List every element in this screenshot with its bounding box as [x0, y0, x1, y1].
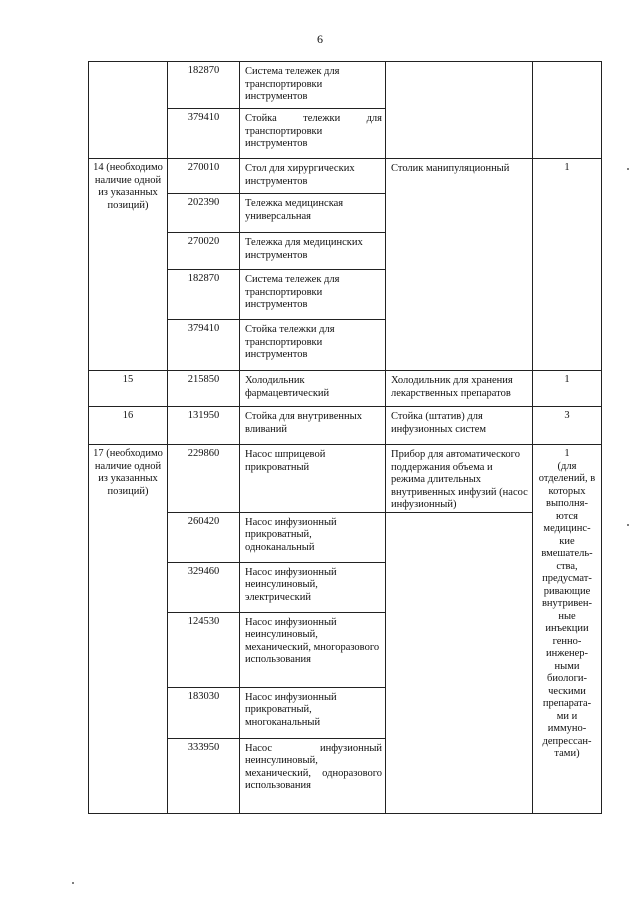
item-name-cell: Система тележек для транспортировки инструментов	[240, 270, 386, 320]
code-cell: 202390	[168, 194, 240, 233]
position-number-cell: 16	[89, 407, 168, 445]
position-number-cell: 14 (необходимо наличие одной из указанных позиций)	[89, 159, 168, 371]
code-cell: 379410	[168, 320, 240, 371]
code-cell: 333950	[168, 738, 240, 813]
item-name-cell: Холодильник фармацевтический	[240, 371, 386, 407]
table-row	[89, 159, 602, 194]
item-name-cell: Стойка для внутривенных вливаний	[240, 407, 386, 445]
item-name-cell: Система тележек для транспортировки инструментов	[240, 62, 386, 109]
scan-speck	[627, 524, 629, 526]
code-cell: 215850	[168, 371, 240, 407]
item-name-cell: Насос инфузионный неинсулиновый, механический, многоразового использования	[240, 612, 386, 687]
quantity-cell: 1	[533, 371, 602, 407]
code-cell: 131950	[168, 407, 240, 445]
item-name-cell: Насос инфузионный неинсулиновый, электрический	[240, 562, 386, 612]
scan-speck	[627, 168, 629, 170]
code-cell: 270010	[168, 159, 240, 194]
scan-speck	[72, 882, 74, 884]
code-cell: 229860	[168, 445, 240, 513]
item-name-cell: Насос инфузионный прикроватный, многоканальный	[240, 687, 386, 738]
equipment-table	[88, 61, 602, 814]
table-row	[89, 407, 602, 445]
device-cell: Стойка (штатив) для инфузионных систем	[386, 407, 533, 445]
quantity-note: (для отделений, в которых выполня- ются медицинс- кие вмешатель- ства, предусмат- ривающие внутривен- ные инъекции генно- инженер- ными биологи- ческими препарата- ми и иммуно- депрессан- тами)	[538, 460, 596, 759]
item-name-cell: Стойка тележки для транспортировки инструментов	[240, 109, 386, 159]
device-cell-empty	[386, 512, 533, 813]
quantity-cell: 1 (для отделений, в которых выполня- ются медицинс- кие вмешатель- ства, предусмат- ривающие внутривен- ные инъекции генно- инженер- ными биологи- ческими препарата- ми и иммуно- депрессан- тами)	[533, 445, 602, 814]
table-row	[89, 371, 602, 407]
position-number-cell: 17 (необходимо наличие одной из указанных позиций)	[89, 445, 168, 814]
code-cell: 270020	[168, 233, 240, 270]
device-cell: Прибор для автоматического поддержания объема и режима длительных внутривенных инфузий (насос инфузионный)	[386, 445, 533, 513]
item-name-cell: Насос инфузионный неинсулиновый, механический, одноразового использования	[240, 738, 386, 813]
table-row	[89, 445, 602, 513]
item-name-cell: Насос шприцевой прикроватный	[240, 445, 386, 513]
code-cell: 124530	[168, 612, 240, 687]
item-name-cell: Стойка тележки для транспортировки инструментов	[240, 320, 386, 371]
code-cell: 182870	[168, 62, 240, 109]
device-cell: Холодильник для хранения лекарственных препаратов	[386, 371, 533, 407]
item-name-cell: Тележка для медицинских инструментов	[240, 233, 386, 270]
device-cell	[386, 62, 533, 159]
code-cell: 182870	[168, 270, 240, 320]
code-cell: 379410	[168, 109, 240, 159]
item-name-cell: Насос инфузионный прикроватный, одноканальный	[240, 512, 386, 562]
item-name-cell: Тележка медицинская универсальная	[240, 194, 386, 233]
position-number-cell: 15	[89, 371, 168, 407]
item-name-cell: Стол для хирургических инструментов	[240, 159, 386, 194]
code-cell: 260420	[168, 512, 240, 562]
table-row	[89, 62, 602, 109]
quantity-cell: 1	[533, 159, 602, 371]
position-number-cell	[89, 62, 168, 159]
quantity-cell	[533, 62, 602, 159]
page-number: 6	[317, 32, 323, 46]
code-cell: 183030	[168, 687, 240, 738]
quantity-cell: 3	[533, 407, 602, 445]
code-cell: 329460	[168, 562, 240, 612]
device-cell: Столик манипуляционный	[386, 159, 533, 371]
